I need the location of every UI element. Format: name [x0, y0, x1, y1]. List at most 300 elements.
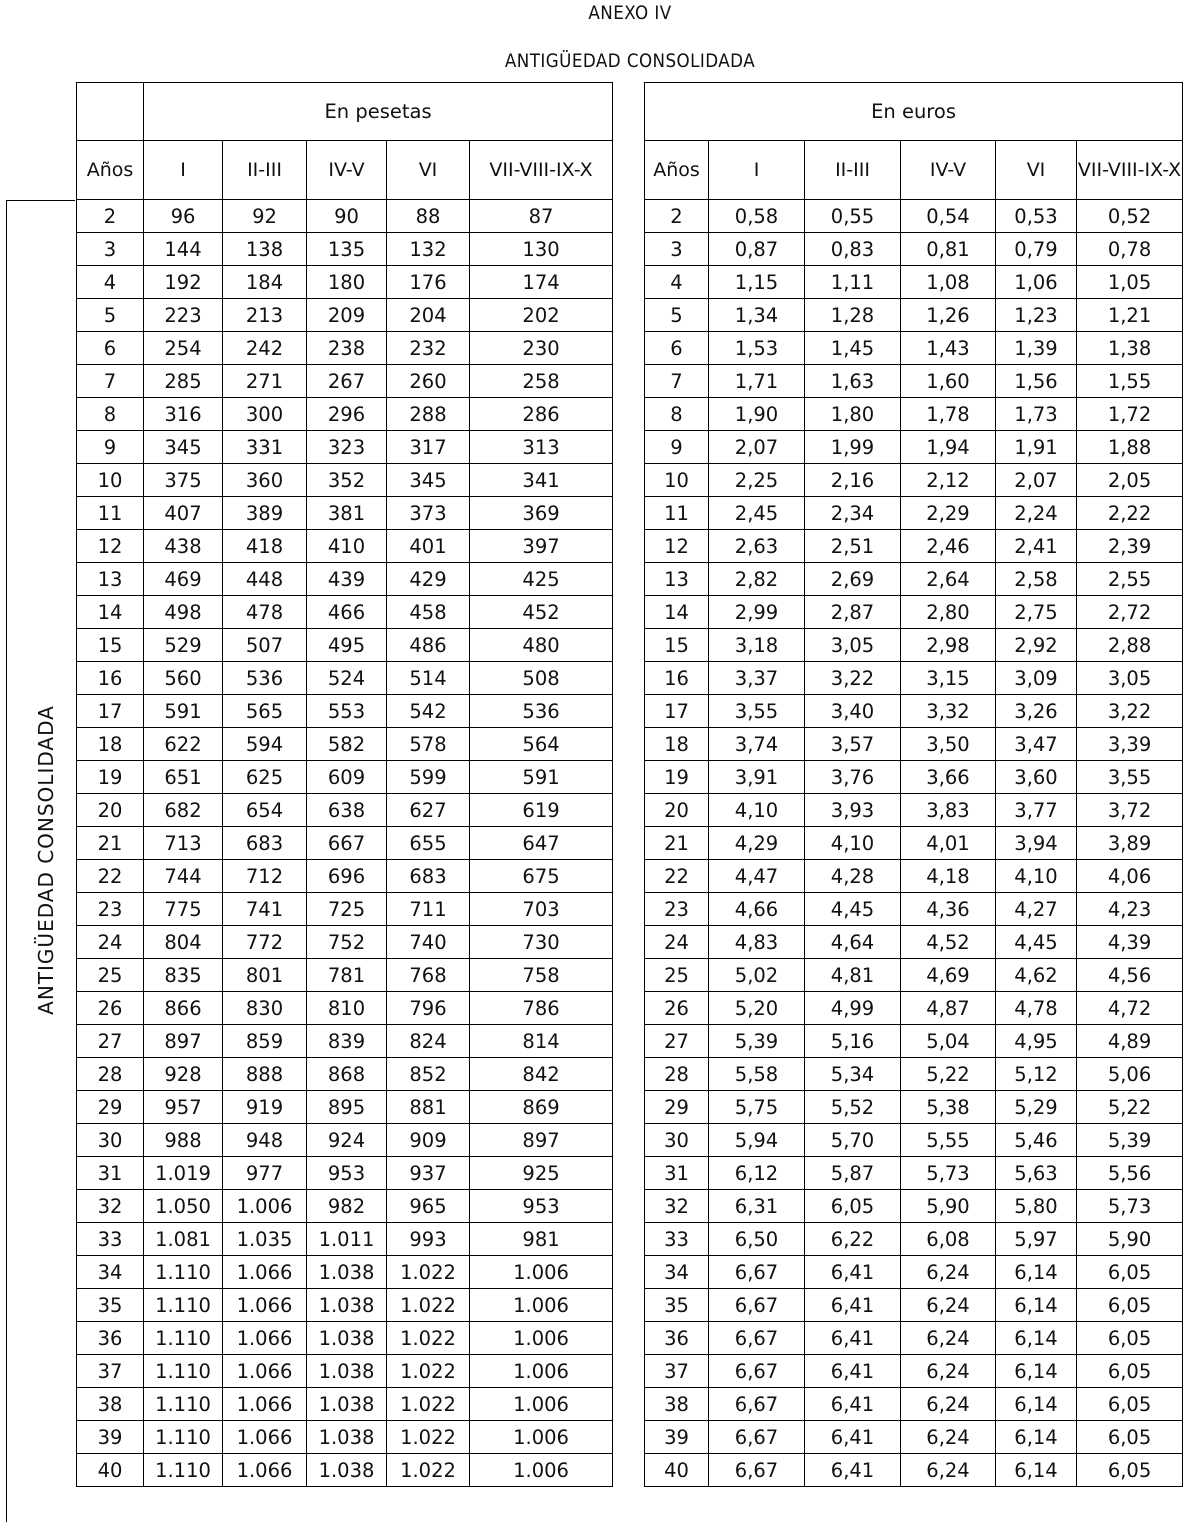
- value-cell: 3,26: [996, 695, 1077, 728]
- value-cell: 6,12: [709, 1157, 805, 1190]
- years-cell: 6: [645, 332, 709, 365]
- years-cell: 15: [77, 629, 144, 662]
- value-cell: 209: [307, 299, 387, 332]
- value-cell: 317: [387, 431, 470, 464]
- value-cell: 6,24: [901, 1454, 996, 1487]
- value-cell: 5,16: [805, 1025, 901, 1058]
- value-cell: 924: [307, 1124, 387, 1157]
- value-cell: 4,45: [996, 926, 1077, 959]
- value-cell: 4,62: [996, 959, 1077, 992]
- value-cell: 0,55: [805, 200, 901, 233]
- value-cell: 2,41: [996, 530, 1077, 563]
- value-cell: 1,06: [996, 266, 1077, 299]
- value-cell: 2,63: [709, 530, 805, 563]
- value-cell: 713: [144, 827, 223, 860]
- value-cell: 2,12: [901, 464, 996, 497]
- years-cell: 14: [645, 596, 709, 629]
- value-cell: 712: [223, 860, 307, 893]
- years-cell: 10: [645, 464, 709, 497]
- years-cell: 22: [77, 860, 144, 893]
- value-cell: 4,47: [709, 860, 805, 893]
- value-cell: 138: [223, 233, 307, 266]
- value-cell: 6,14: [996, 1322, 1077, 1355]
- value-cell: 3,89: [1077, 827, 1183, 860]
- value-cell: 6,14: [996, 1256, 1077, 1289]
- value-cell: 204: [387, 299, 470, 332]
- value-cell: 6,50: [709, 1223, 805, 1256]
- value-cell: 2,55: [1077, 563, 1183, 596]
- value-cell: 6,14: [996, 1289, 1077, 1322]
- value-cell: 2,07: [709, 431, 805, 464]
- value-cell: 1.022: [387, 1289, 470, 1322]
- value-cell: 5,73: [1077, 1190, 1183, 1223]
- years-cell: 12: [645, 530, 709, 563]
- value-cell: 184: [223, 266, 307, 299]
- value-cell: 5,94: [709, 1124, 805, 1157]
- years-cell: 37: [645, 1355, 709, 1388]
- value-cell: 6,05: [1077, 1388, 1183, 1421]
- value-cell: 5,90: [1077, 1223, 1183, 1256]
- value-cell: 925: [470, 1157, 613, 1190]
- value-cell: 786: [470, 992, 613, 1025]
- table-row: [645, 233, 1183, 266]
- annex-heading: ANEXO IV: [588, 2, 672, 24]
- value-cell: 6,05: [1077, 1454, 1183, 1487]
- value-cell: 1.110: [144, 1289, 223, 1322]
- value-cell: 895: [307, 1091, 387, 1124]
- value-cell: 3,66: [901, 761, 996, 794]
- years-cell: 14: [77, 596, 144, 629]
- value-cell: 1,90: [709, 398, 805, 431]
- value-cell: 1.066: [223, 1454, 307, 1487]
- value-cell: 5,70: [805, 1124, 901, 1157]
- value-cell: 5,56: [1077, 1157, 1183, 1190]
- value-cell: 2,25: [709, 464, 805, 497]
- value-cell: 3,32: [901, 695, 996, 728]
- table-row: [645, 1058, 1183, 1091]
- value-cell: 3,72: [1077, 794, 1183, 827]
- value-cell: 1.110: [144, 1256, 223, 1289]
- value-cell: 6,14: [996, 1355, 1077, 1388]
- value-cell: 839: [307, 1025, 387, 1058]
- value-cell: 1,63: [805, 365, 901, 398]
- pesetas-column-header: Años: [77, 141, 144, 200]
- years-cell: 25: [645, 959, 709, 992]
- value-cell: 6,41: [805, 1421, 901, 1454]
- value-cell: 486: [387, 629, 470, 662]
- value-cell: 438: [144, 530, 223, 563]
- value-cell: 6,41: [805, 1388, 901, 1421]
- value-cell: 507: [223, 629, 307, 662]
- table-row: [645, 1157, 1183, 1190]
- value-cell: 988: [144, 1124, 223, 1157]
- value-cell: 6,41: [805, 1454, 901, 1487]
- value-cell: 4,72: [1077, 992, 1183, 1025]
- value-cell: 4,06: [1077, 860, 1183, 893]
- table-row: [77, 1124, 613, 1157]
- value-cell: 2,24: [996, 497, 1077, 530]
- value-cell: 4,99: [805, 992, 901, 1025]
- table-row: [77, 1289, 613, 1322]
- value-cell: 683: [223, 827, 307, 860]
- value-cell: 622: [144, 728, 223, 761]
- table-row: [645, 1124, 1183, 1157]
- value-cell: 478: [223, 596, 307, 629]
- value-cell: 2,07: [996, 464, 1077, 497]
- value-cell: 3,74: [709, 728, 805, 761]
- table-row: [645, 1256, 1183, 1289]
- value-cell: 2,98: [901, 629, 996, 662]
- value-cell: 230: [470, 332, 613, 365]
- years-cell: 13: [645, 563, 709, 596]
- value-cell: 2,05: [1077, 464, 1183, 497]
- value-cell: 223: [144, 299, 223, 332]
- value-cell: 1.066: [223, 1421, 307, 1454]
- table-row: [77, 893, 613, 926]
- value-cell: 341: [470, 464, 613, 497]
- value-cell: 655: [387, 827, 470, 860]
- table-row: [77, 266, 613, 299]
- table-row: [645, 1289, 1183, 1322]
- years-cell: 25: [77, 959, 144, 992]
- value-cell: 2,75: [996, 596, 1077, 629]
- value-cell: 647: [470, 827, 613, 860]
- value-cell: 469: [144, 563, 223, 596]
- value-cell: 651: [144, 761, 223, 794]
- value-cell: 1,53: [709, 332, 805, 365]
- pesetas-column-header: IV-V: [307, 141, 387, 200]
- value-cell: 1.110: [144, 1355, 223, 1388]
- value-cell: 87: [470, 200, 613, 233]
- value-cell: 2,51: [805, 530, 901, 563]
- value-cell: 6,41: [805, 1289, 901, 1322]
- value-cell: 981: [470, 1223, 613, 1256]
- table-row: [77, 629, 613, 662]
- value-cell: 3,55: [1077, 761, 1183, 794]
- value-cell: 4,56: [1077, 959, 1183, 992]
- value-cell: 4,66: [709, 893, 805, 926]
- table-row: [645, 761, 1183, 794]
- value-cell: 3,22: [805, 662, 901, 695]
- value-cell: 514: [387, 662, 470, 695]
- value-cell: 0,83: [805, 233, 901, 266]
- value-cell: 752: [307, 926, 387, 959]
- value-cell: 285: [144, 365, 223, 398]
- value-cell: 740: [387, 926, 470, 959]
- value-cell: 1.011: [307, 1223, 387, 1256]
- value-cell: 6,67: [709, 1256, 805, 1289]
- table-row: [77, 959, 613, 992]
- value-cell: 1,45: [805, 332, 901, 365]
- value-cell: 1.110: [144, 1322, 223, 1355]
- table-row: [645, 827, 1183, 860]
- value-cell: 1,28: [805, 299, 901, 332]
- table-row: [77, 1223, 613, 1256]
- value-cell: 5,06: [1077, 1058, 1183, 1091]
- value-cell: 1,26: [901, 299, 996, 332]
- value-cell: 4,29: [709, 827, 805, 860]
- value-cell: 869: [470, 1091, 613, 1124]
- table-row: [77, 1355, 613, 1388]
- value-cell: 852: [387, 1058, 470, 1091]
- value-cell: 6,67: [709, 1289, 805, 1322]
- table-row: [77, 992, 613, 1025]
- value-cell: 565: [223, 695, 307, 728]
- table-row: [645, 464, 1183, 497]
- years-cell: 18: [645, 728, 709, 761]
- value-cell: 730: [470, 926, 613, 959]
- value-cell: 524: [307, 662, 387, 695]
- value-cell: 6,24: [901, 1388, 996, 1421]
- table-row: [77, 233, 613, 266]
- value-cell: 725: [307, 893, 387, 926]
- value-cell: 2,72: [1077, 596, 1183, 629]
- years-cell: 23: [645, 893, 709, 926]
- table-row: [77, 860, 613, 893]
- value-cell: 90: [307, 200, 387, 233]
- value-cell: 213: [223, 299, 307, 332]
- value-cell: 982: [307, 1190, 387, 1223]
- value-cell: 3,93: [805, 794, 901, 827]
- value-cell: 5,97: [996, 1223, 1077, 1256]
- years-cell: 19: [77, 761, 144, 794]
- value-cell: 0,78: [1077, 233, 1183, 266]
- value-cell: 5,39: [1077, 1124, 1183, 1157]
- value-cell: 238: [307, 332, 387, 365]
- years-cell: 22: [645, 860, 709, 893]
- years-cell: 15: [645, 629, 709, 662]
- years-cell: 12: [77, 530, 144, 563]
- value-cell: 1.066: [223, 1289, 307, 1322]
- value-cell: 682: [144, 794, 223, 827]
- value-cell: 331: [223, 431, 307, 464]
- years-cell: 16: [645, 662, 709, 695]
- value-cell: 772: [223, 926, 307, 959]
- value-cell: 4,89: [1077, 1025, 1183, 1058]
- years-cell: 17: [77, 695, 144, 728]
- years-cell: 5: [77, 299, 144, 332]
- value-cell: 2,16: [805, 464, 901, 497]
- value-cell: 373: [387, 497, 470, 530]
- value-cell: 6,24: [901, 1421, 996, 1454]
- value-cell: 300: [223, 398, 307, 431]
- table-row: [645, 662, 1183, 695]
- value-cell: 130: [470, 233, 613, 266]
- years-cell: 31: [77, 1157, 144, 1190]
- value-cell: 5,22: [901, 1058, 996, 1091]
- value-cell: 1.038: [307, 1289, 387, 1322]
- value-cell: 741: [223, 893, 307, 926]
- value-cell: 6,05: [1077, 1421, 1183, 1454]
- value-cell: 192: [144, 266, 223, 299]
- value-cell: 3,50: [901, 728, 996, 761]
- table-row: [77, 1058, 613, 1091]
- value-cell: 345: [144, 431, 223, 464]
- value-cell: 4,28: [805, 860, 901, 893]
- euros-group-header: En euros: [645, 83, 1183, 141]
- years-cell: 26: [77, 992, 144, 1025]
- value-cell: 448: [223, 563, 307, 596]
- value-cell: 965: [387, 1190, 470, 1223]
- value-cell: 1.038: [307, 1388, 387, 1421]
- value-cell: 267: [307, 365, 387, 398]
- value-cell: 3,60: [996, 761, 1077, 794]
- table-row: [77, 662, 613, 695]
- value-cell: 96: [144, 200, 223, 233]
- value-cell: 801: [223, 959, 307, 992]
- years-cell: 8: [77, 398, 144, 431]
- value-cell: 830: [223, 992, 307, 1025]
- value-cell: 881: [387, 1091, 470, 1124]
- table-row: [77, 728, 613, 761]
- table-row: [77, 695, 613, 728]
- value-cell: 3,77: [996, 794, 1077, 827]
- value-cell: 6,67: [709, 1454, 805, 1487]
- value-cell: 401: [387, 530, 470, 563]
- value-cell: 381: [307, 497, 387, 530]
- years-cell: 2: [645, 200, 709, 233]
- years-cell: 31: [645, 1157, 709, 1190]
- value-cell: 0,79: [996, 233, 1077, 266]
- table-row: [645, 860, 1183, 893]
- value-cell: 4,69: [901, 959, 996, 992]
- value-cell: 260: [387, 365, 470, 398]
- value-cell: 1.110: [144, 1454, 223, 1487]
- value-cell: 6,05: [1077, 1322, 1183, 1355]
- value-cell: 202: [470, 299, 613, 332]
- value-cell: 458: [387, 596, 470, 629]
- value-cell: 3,39: [1077, 728, 1183, 761]
- value-cell: 180: [307, 266, 387, 299]
- value-cell: 3,47: [996, 728, 1077, 761]
- table-row: [77, 926, 613, 959]
- value-cell: 859: [223, 1025, 307, 1058]
- years-cell: 21: [77, 827, 144, 860]
- table-row: [77, 827, 613, 860]
- years-cell: 40: [77, 1454, 144, 1487]
- value-cell: 132: [387, 233, 470, 266]
- value-cell: 619: [470, 794, 613, 827]
- table-row: [645, 332, 1183, 365]
- value-cell: 286: [470, 398, 613, 431]
- table-row: [645, 926, 1183, 959]
- value-cell: 1.022: [387, 1454, 470, 1487]
- value-cell: 258: [470, 365, 613, 398]
- value-cell: 5,80: [996, 1190, 1077, 1223]
- value-cell: 2,87: [805, 596, 901, 629]
- value-cell: 508: [470, 662, 613, 695]
- table-row: [645, 1190, 1183, 1223]
- table-row: [77, 464, 613, 497]
- value-cell: 625: [223, 761, 307, 794]
- value-cell: 5,46: [996, 1124, 1077, 1157]
- years-cell: 4: [645, 266, 709, 299]
- value-cell: 2,29: [901, 497, 996, 530]
- value-cell: 866: [144, 992, 223, 1025]
- value-cell: 389: [223, 497, 307, 530]
- years-cell: 39: [645, 1421, 709, 1454]
- value-cell: 4,36: [901, 893, 996, 926]
- value-cell: 5,73: [901, 1157, 996, 1190]
- value-cell: 425: [470, 563, 613, 596]
- years-cell: 30: [77, 1124, 144, 1157]
- value-cell: 5,55: [901, 1124, 996, 1157]
- value-cell: 466: [307, 596, 387, 629]
- value-cell: 2,64: [901, 563, 996, 596]
- years-cell: 7: [77, 365, 144, 398]
- value-cell: 5,90: [901, 1190, 996, 1223]
- value-cell: 4,78: [996, 992, 1077, 1025]
- euros-column-header: I: [709, 141, 805, 200]
- value-cell: 2,45: [709, 497, 805, 530]
- value-cell: 582: [307, 728, 387, 761]
- value-cell: 6,67: [709, 1388, 805, 1421]
- value-cell: 2,34: [805, 497, 901, 530]
- value-cell: 711: [387, 893, 470, 926]
- years-cell: 28: [645, 1058, 709, 1091]
- value-cell: 1.035: [223, 1223, 307, 1256]
- value-cell: 407: [144, 497, 223, 530]
- value-cell: 1,91: [996, 431, 1077, 464]
- pesetas-column-header: VII-VIII-IX-X: [470, 141, 613, 200]
- value-cell: 5,04: [901, 1025, 996, 1058]
- years-cell: 26: [645, 992, 709, 1025]
- years-cell: 16: [77, 662, 144, 695]
- years-cell: 18: [77, 728, 144, 761]
- value-cell: 92: [223, 200, 307, 233]
- value-cell: 3,05: [805, 629, 901, 662]
- euros-column-header: VII-VIII-IX-X: [1077, 141, 1183, 200]
- value-cell: 1.022: [387, 1256, 470, 1289]
- value-cell: 897: [470, 1124, 613, 1157]
- value-cell: 0,81: [901, 233, 996, 266]
- value-cell: 591: [470, 761, 613, 794]
- value-cell: 835: [144, 959, 223, 992]
- value-cell: 6,24: [901, 1355, 996, 1388]
- years-cell: 36: [645, 1322, 709, 1355]
- value-cell: 3,40: [805, 695, 901, 728]
- side-label: ANTIGÜEDAD CONSOLIDADA: [34, 705, 58, 1015]
- value-cell: 6,67: [709, 1421, 805, 1454]
- value-cell: 4,01: [901, 827, 996, 860]
- years-cell: 19: [645, 761, 709, 794]
- value-cell: 429: [387, 563, 470, 596]
- value-cell: 1.110: [144, 1388, 223, 1421]
- table-row: [77, 497, 613, 530]
- years-cell: 27: [77, 1025, 144, 1058]
- value-cell: 1.038: [307, 1454, 387, 1487]
- years-cell: 3: [77, 233, 144, 266]
- table-row: [77, 200, 613, 233]
- value-cell: 4,18: [901, 860, 996, 893]
- value-cell: 578: [387, 728, 470, 761]
- value-cell: 1,05: [1077, 266, 1183, 299]
- years-cell: 8: [645, 398, 709, 431]
- value-cell: 2,82: [709, 563, 805, 596]
- years-cell: 33: [645, 1223, 709, 1256]
- euros-column-header: IV-V: [901, 141, 996, 200]
- value-cell: 2,58: [996, 563, 1077, 596]
- value-cell: 313: [470, 431, 613, 464]
- table-row: [77, 365, 613, 398]
- pesetas-table: [76, 82, 613, 1487]
- value-cell: 2,92: [996, 629, 1077, 662]
- value-cell: 480: [470, 629, 613, 662]
- years-cell: 39: [77, 1421, 144, 1454]
- years-cell: 35: [77, 1289, 144, 1322]
- value-cell: 1.022: [387, 1322, 470, 1355]
- value-cell: 868: [307, 1058, 387, 1091]
